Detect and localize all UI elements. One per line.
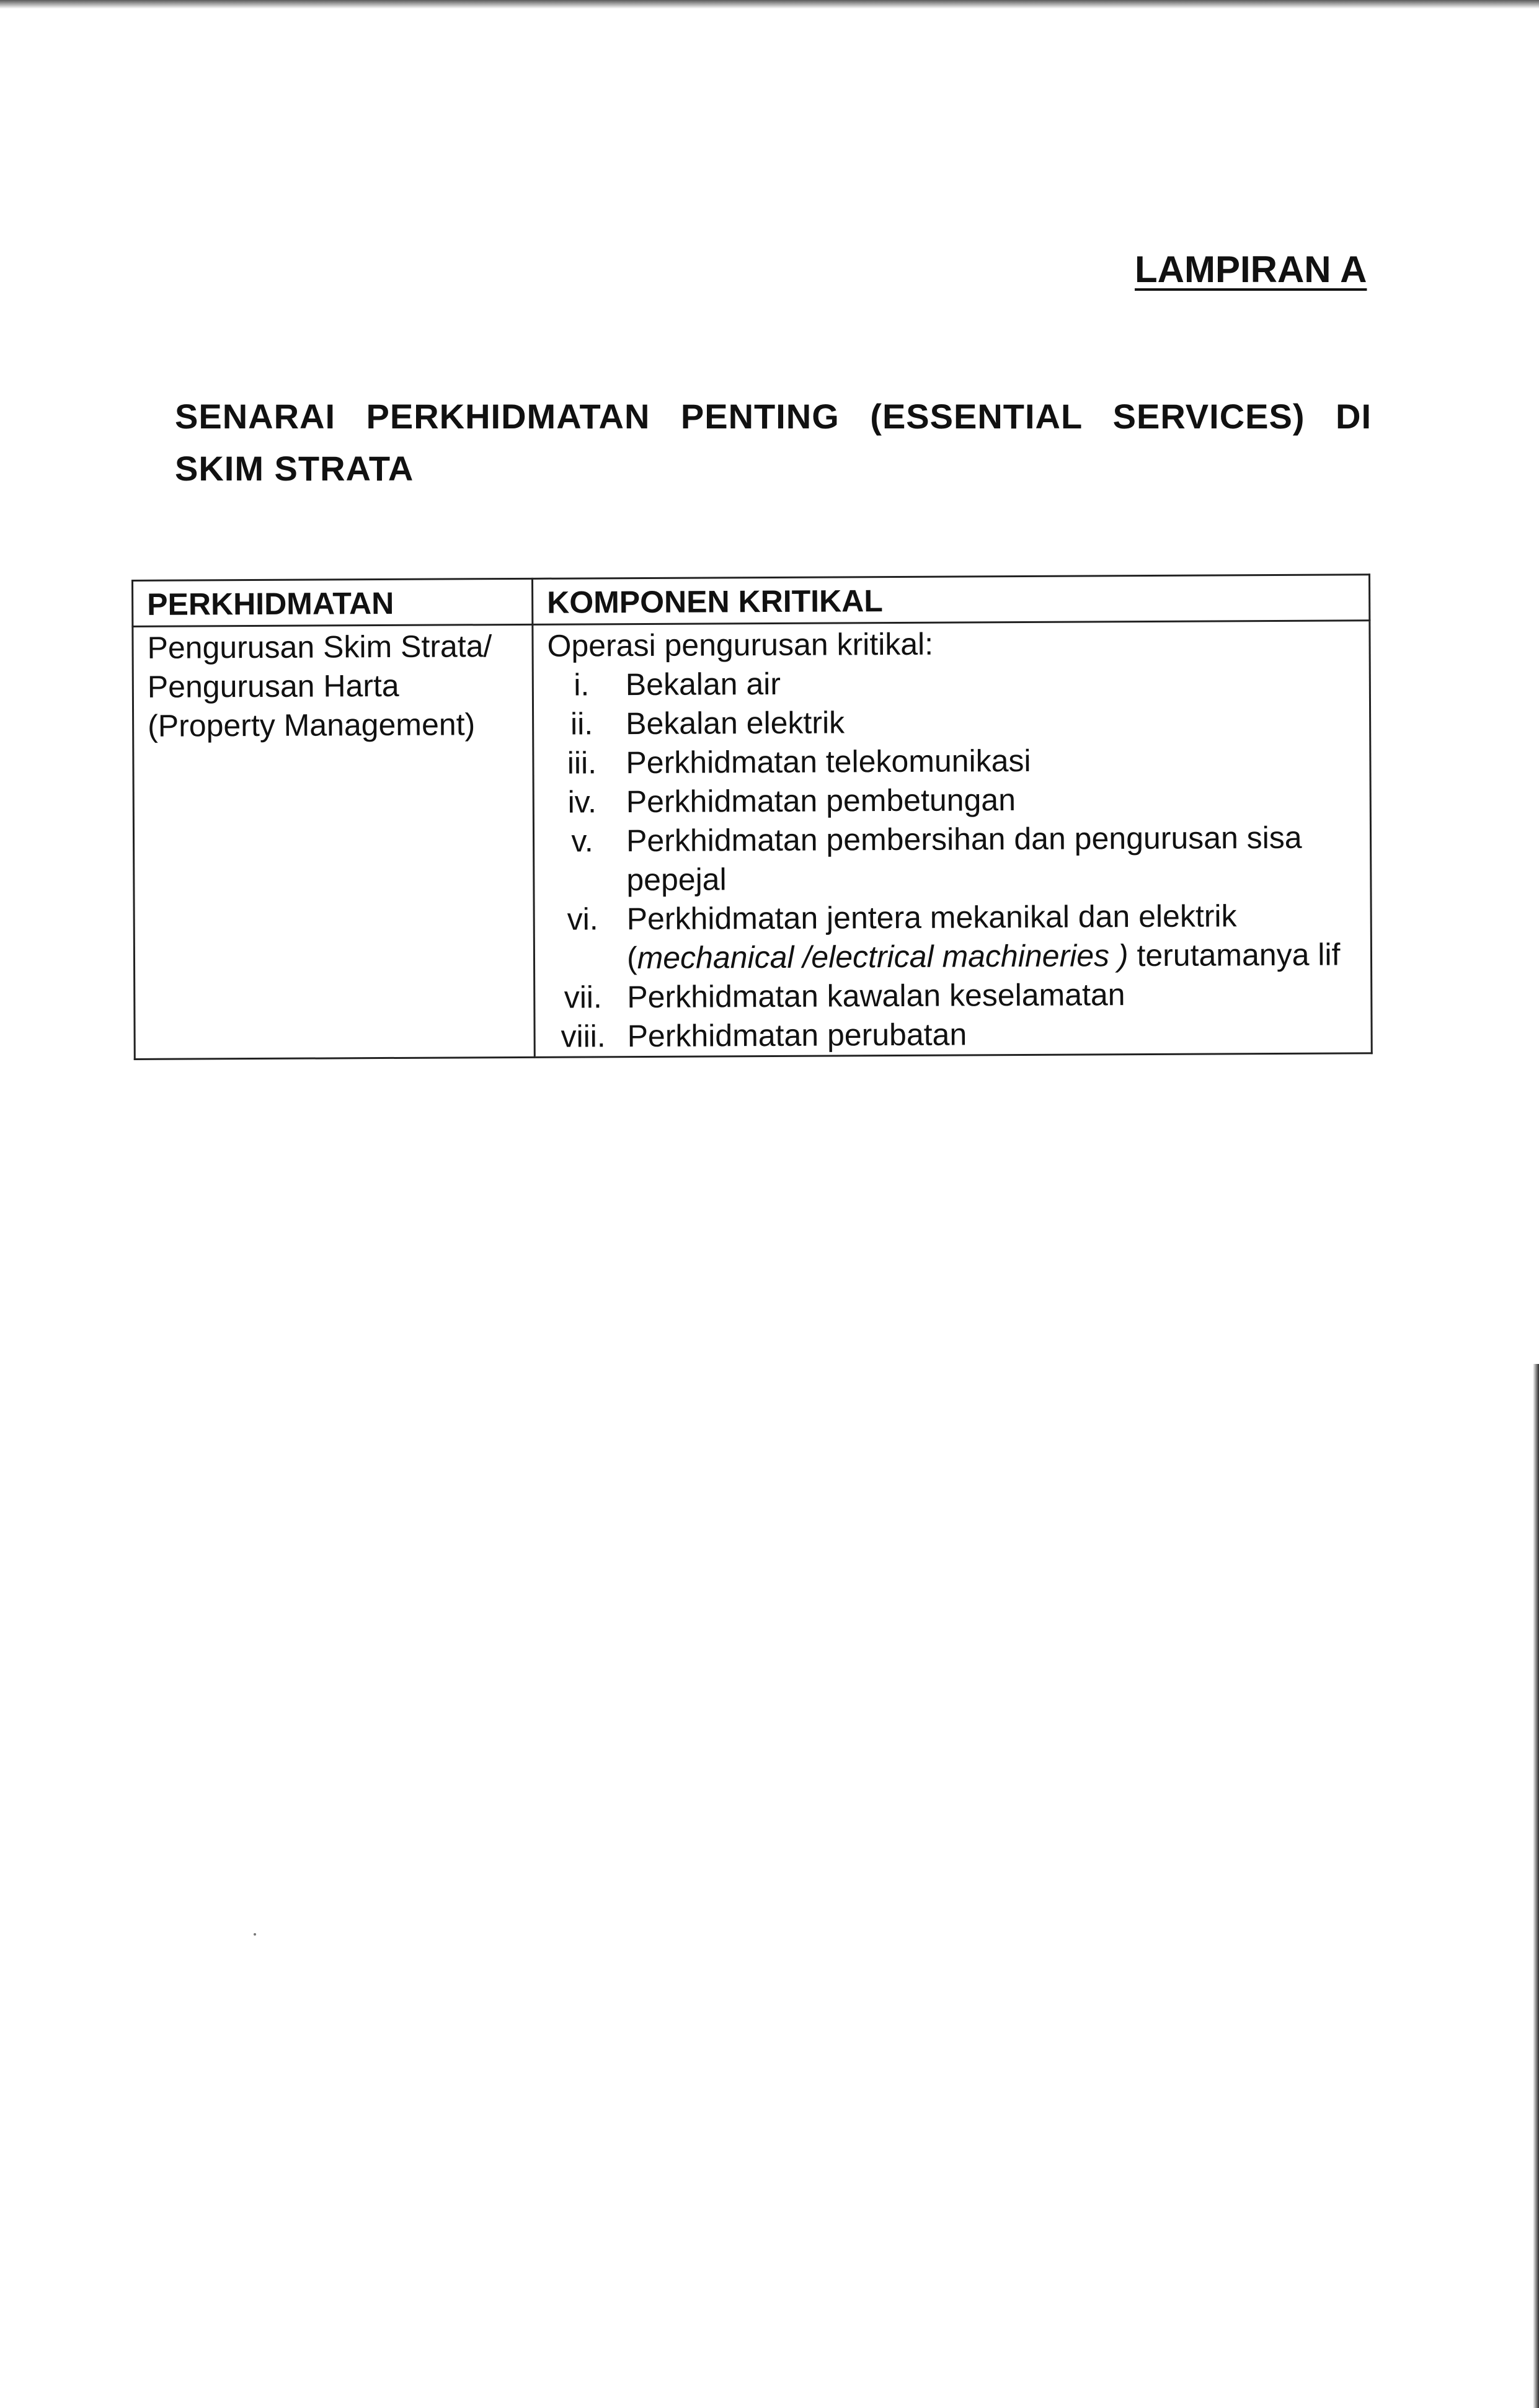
list-item	[548, 818, 1370, 900]
table-header-row	[133, 575, 1370, 627]
list-item-text	[617, 896, 1371, 978]
scan-right-edge	[1533, 1364, 1539, 2408]
list-item-text: Perkhidmatan pembersihan dan pengurusan sisa pepejal	[626, 820, 1302, 898]
list-item-number: iv.	[567, 784, 597, 820]
components-list	[548, 662, 1371, 1056]
service-line: (Property Management)	[148, 707, 476, 743]
list-item-text-italic: mechanical /electrical machineries )	[637, 938, 1129, 976]
list-item-number: ii.	[570, 706, 593, 741]
list-item	[548, 662, 1369, 704]
essential-services-table	[131, 573, 1373, 1060]
service-cell	[133, 624, 534, 1059]
list-item	[548, 779, 1370, 821]
list-item	[548, 701, 1369, 743]
annex-label: LAMPIRAN A	[1135, 249, 1367, 290]
document-title	[175, 391, 1372, 495]
components-intro: Operasi pengurusan kritikal:	[547, 626, 934, 663]
document-title-line-2: SKIM STRATA	[175, 449, 414, 488]
list-item-text-after: terutamanya lif	[1128, 937, 1341, 973]
scan-speck	[254, 1933, 256, 1936]
list-item-text: Perkhidmatan telekomunikasi	[626, 743, 1031, 781]
service-line: Pengurusan Harta	[147, 668, 399, 704]
scan-top-edge	[0, 0, 1539, 9]
list-item-text-before: Perkhidmatan jentera mekanikal dan elektrik (	[626, 898, 1237, 976]
list-item-number: v.	[571, 823, 593, 859]
list-item-text: Perkhidmatan pembetungan	[626, 782, 1016, 820]
document-title-line-1: SENARAI PERKHIDMATAN PENTING (ESSENTIAL SERVICES) DI	[175, 397, 1372, 436]
table-row	[133, 621, 1372, 1060]
list-item	[549, 896, 1371, 978]
list-item-text: Perkhidmatan perubatan	[627, 1017, 967, 1054]
list-item-number: viii.	[561, 1019, 606, 1054]
list-item-text: Perkhidmatan kawalan keselamatan	[627, 977, 1125, 1015]
column-header-components: KOMPONEN KRITIKAL	[532, 575, 1369, 625]
list-item-number: vi.	[567, 901, 598, 937]
list-item-number: vii.	[564, 980, 602, 1015]
column-header-service: PERKHIDMATAN	[133, 578, 533, 626]
service-line: Pengurusan Skim Strata/	[147, 629, 492, 665]
list-item-text: Bekalan elektrik	[626, 705, 845, 741]
list-item	[548, 740, 1369, 782]
list-item-number: i.	[574, 667, 590, 702]
list-item	[549, 974, 1370, 1017]
list-item	[549, 1013, 1370, 1056]
components-cell	[533, 621, 1372, 1058]
list-item-text: Bekalan air	[625, 666, 781, 702]
list-item-number: iii.	[567, 745, 597, 781]
